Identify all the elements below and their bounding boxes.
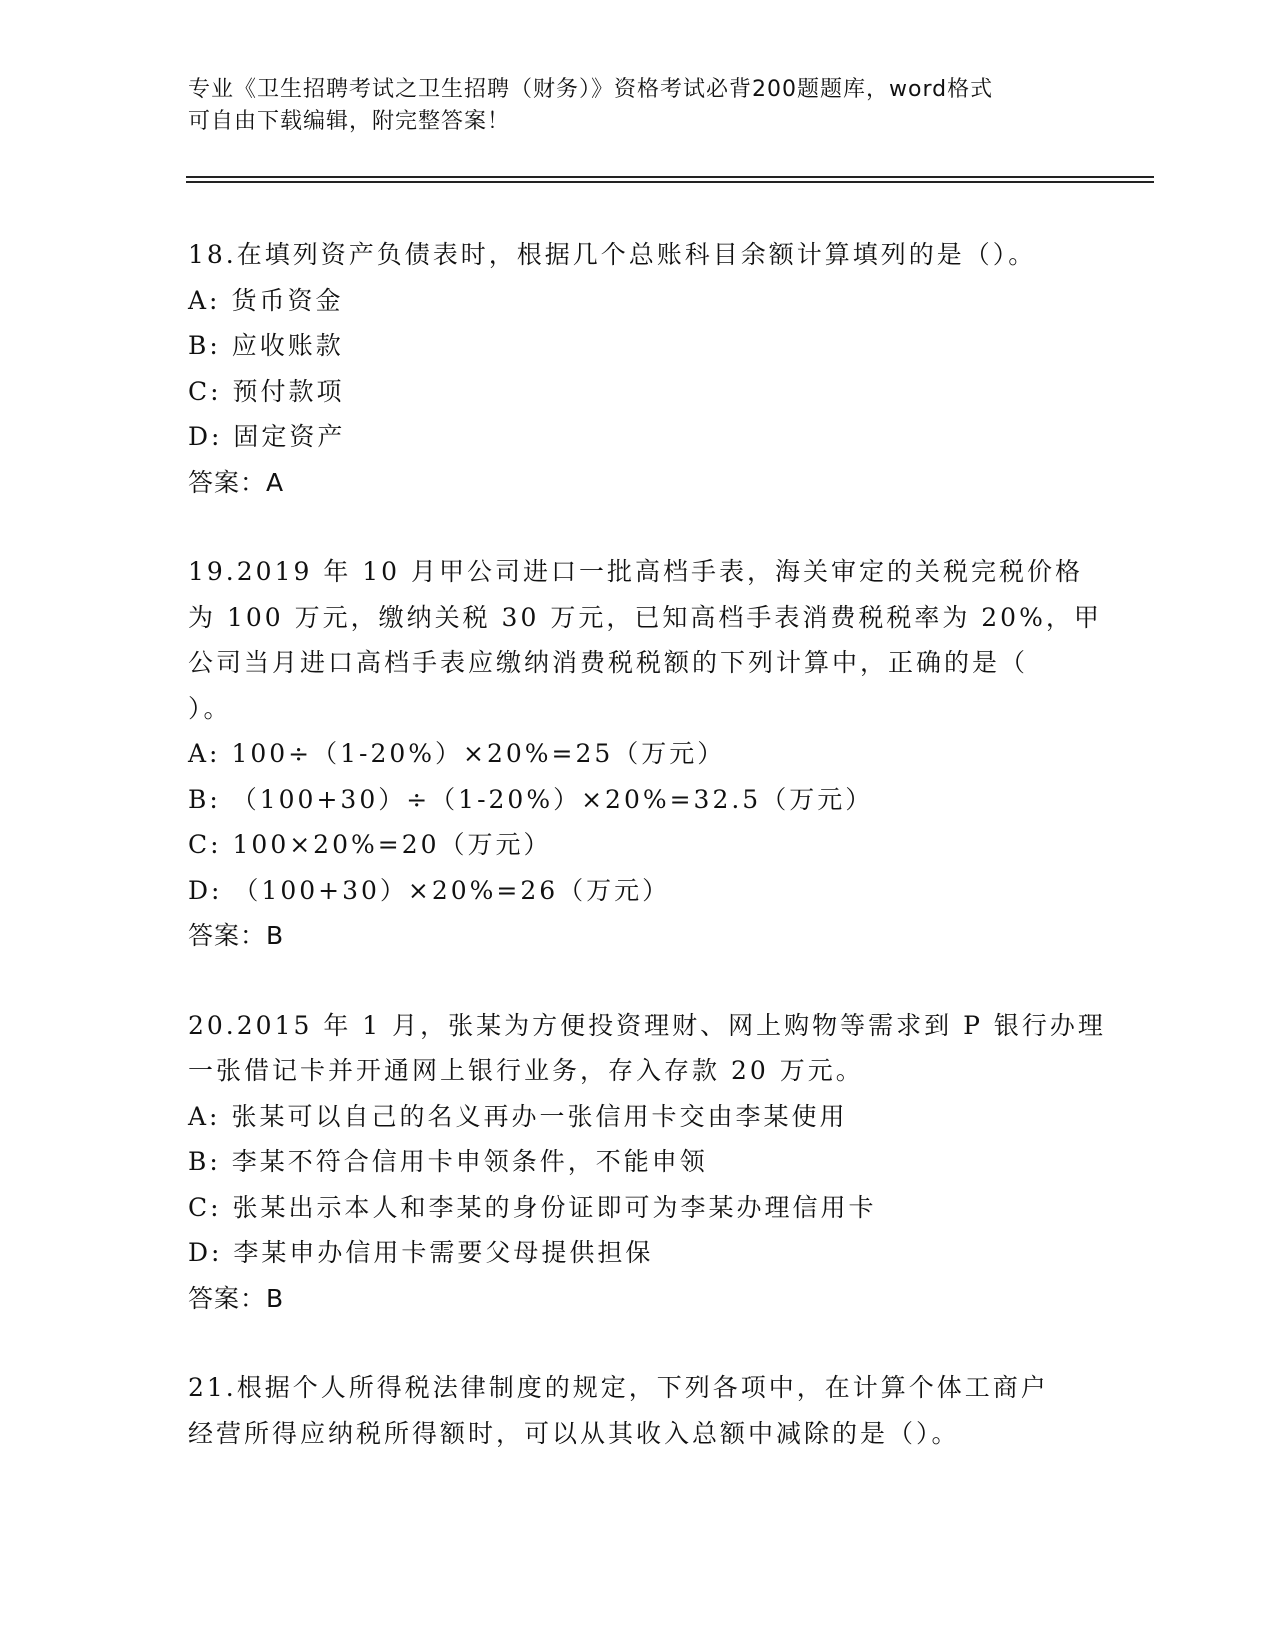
answer-value: B: [266, 1283, 285, 1313]
answer: [188, 460, 1088, 506]
option-text: 货币资金: [231, 285, 344, 315]
answer-label: 答案：: [188, 1283, 267, 1313]
option-text: 100÷（1-20%）×20%=25（万元）: [231, 739, 726, 768]
option-letter: A:: [188, 739, 221, 768]
option-text: （100+30）×20%=26（万元）: [233, 875, 671, 905]
option-letter: C:: [188, 830, 222, 859]
option-d: [188, 1230, 1088, 1276]
question-21: [188, 1365, 1088, 1456]
option-b: [188, 777, 1088, 823]
option-c: [188, 1185, 1088, 1231]
option-letter: B:: [188, 331, 221, 360]
option-letter: A:: [188, 1101, 221, 1131]
answer: [188, 1276, 1088, 1322]
option-text: 张某可以自己的名义再办一张信用卡交由李某使用: [231, 1101, 848, 1131]
option-b: [188, 323, 1088, 369]
answer: [188, 913, 1088, 959]
option-text: 李某申办信用卡需要父母提供担保: [233, 1238, 654, 1267]
document-header: [188, 74, 1088, 138]
question-list: [188, 232, 1106, 1500]
question-18: [188, 232, 1088, 505]
question-stem: ）。: [188, 693, 232, 723]
question-stem: 为 100 万元，缴纳关税 30 万元，已知高档手表消费税税率为 20%，甲: [188, 602, 1102, 632]
option-letter: C:: [188, 376, 222, 406]
option-a: [188, 1094, 1088, 1140]
option-text: 张某出示本人和李某的身份证即可为李某办理信用卡: [232, 1192, 877, 1222]
option-d: [188, 414, 1088, 460]
option-c: [188, 369, 1088, 415]
option-letter: D:: [188, 875, 223, 905]
header-divider-top: [186, 176, 1154, 178]
question-stem: 20.2015 年 1 月，张某为方便投资理财、网上购物等需求到 P 银行办理: [188, 1010, 1106, 1040]
question-stem: 经营所得应纳税所得额时，可以从其收入总额中减除的是（）。: [188, 1418, 960, 1448]
option-letter: A:: [188, 285, 221, 315]
option-letter: D:: [188, 422, 223, 451]
question-stem: 21.根据个人所得税法律制度的规定，下列各项中，在计算个体工商户: [188, 1373, 1049, 1402]
header-line: 专业《卫生招聘考试之卫生招聘（财务）》资格考试必背200题题库，word格式: [188, 77, 994, 102]
option-letter: D:: [188, 1238, 223, 1267]
question-20: [188, 1003, 1106, 1322]
question-19: [188, 549, 1102, 959]
question-stem: 公司当月进口高档手表应缴纳消费税税额的下列计算中，正确的是（: [188, 648, 1029, 677]
option-text: 应收账款: [231, 331, 344, 360]
option-a: [188, 731, 1088, 777]
answer-value: B: [266, 921, 285, 950]
option-text: 100×20%=20（万元）: [232, 830, 552, 859]
option-text: 李某不符合信用卡申领条件，不能申领: [231, 1147, 708, 1176]
answer-label: 答案：: [188, 921, 267, 950]
question-stem: 一张借记卡并开通网上银行业务，存入存款 20 万元。: [188, 1056, 864, 1085]
option-c: [188, 822, 1088, 868]
answer-value: A: [266, 467, 285, 497]
option-b: [188, 1139, 1088, 1185]
option-letter: C:: [188, 1192, 222, 1222]
header-divider-bottom: [186, 181, 1154, 183]
question-stem: 18.在填列资产负债表时，根据几个总账科目余额计算填列的是（）。: [188, 240, 1037, 269]
option-text: 固定资产: [233, 422, 346, 451]
option-d: [188, 868, 1088, 914]
option-text: （100+30）÷（1-20%）×20%=32.5（万元）: [231, 784, 874, 814]
option-a: [188, 278, 1088, 324]
header-line: 可自由下载编辑，附完整答案！: [188, 109, 511, 134]
option-letter: B:: [188, 1147, 221, 1176]
question-stem: 19.2019 年 10 月甲公司进口一批高档手表，海关审定的关税完税价格: [188, 557, 1084, 586]
option-letter: B:: [188, 784, 221, 814]
answer-label: 答案：: [188, 467, 267, 497]
option-text: 预付款项: [232, 376, 345, 406]
